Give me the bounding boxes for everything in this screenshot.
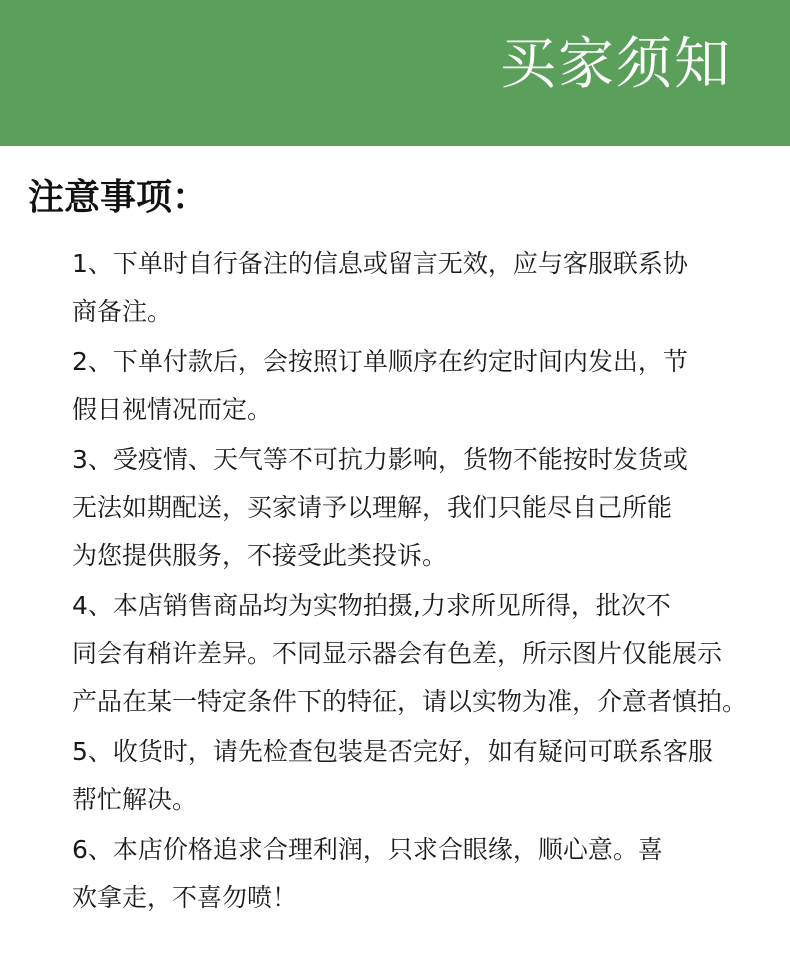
notice-item-5 — [72, 728, 772, 824]
notice-line: 2、下单付款后，会按照订单顺序在约定时间内发出，节 — [72, 347, 688, 376]
notice-line: 1、下单时自行备注的信息或留言无效，应与客服联系协 — [72, 249, 688, 278]
notice-item-6 — [72, 826, 772, 922]
notice-item-1 — [72, 240, 772, 336]
header-banner — [0, 0, 790, 146]
notice-line: 欢拿走，不喜勿喷！ — [72, 883, 298, 912]
notice-item-2 — [72, 338, 772, 434]
notice-line: 产品在某一特定条件下的特征，请以实物为准，介意者慎拍。 — [72, 687, 748, 716]
section-title: 注意事项： — [28, 176, 209, 218]
notice-line: 商备注。 — [72, 297, 173, 326]
notice-line: 3、受疫情、天气等不可抗力影响，货物不能按时发货或 — [72, 445, 688, 474]
notice-line: 假日视情况而定。 — [72, 395, 273, 424]
notice-item-4 — [72, 582, 772, 726]
notice-line: 5、收货时，请先检查包装是否完好，如有疑问可联系客服 — [72, 737, 713, 766]
notice-item-3 — [72, 436, 772, 580]
notice-line: 同会有稍许差异。不同显示器会有色差，所示图片仅能展示 — [72, 639, 723, 668]
notice-line: 为您提供服务，不接受此类投诉。 — [72, 541, 448, 570]
notice-line: 6、本店价格追求合理利润，只求合眼缘，顺心意。喜 — [72, 835, 663, 864]
notice-list — [72, 240, 772, 922]
notice-line: 无法如期配送，买家请予以理解，我们只能尽自己所能 — [72, 493, 673, 522]
banner-title: 买家须知 — [500, 32, 732, 97]
notice-line: 帮忙解决。 — [72, 785, 198, 814]
notice-line: 4、本店销售商品均为实物拍摄,力求所见所得，批次不 — [72, 591, 671, 620]
